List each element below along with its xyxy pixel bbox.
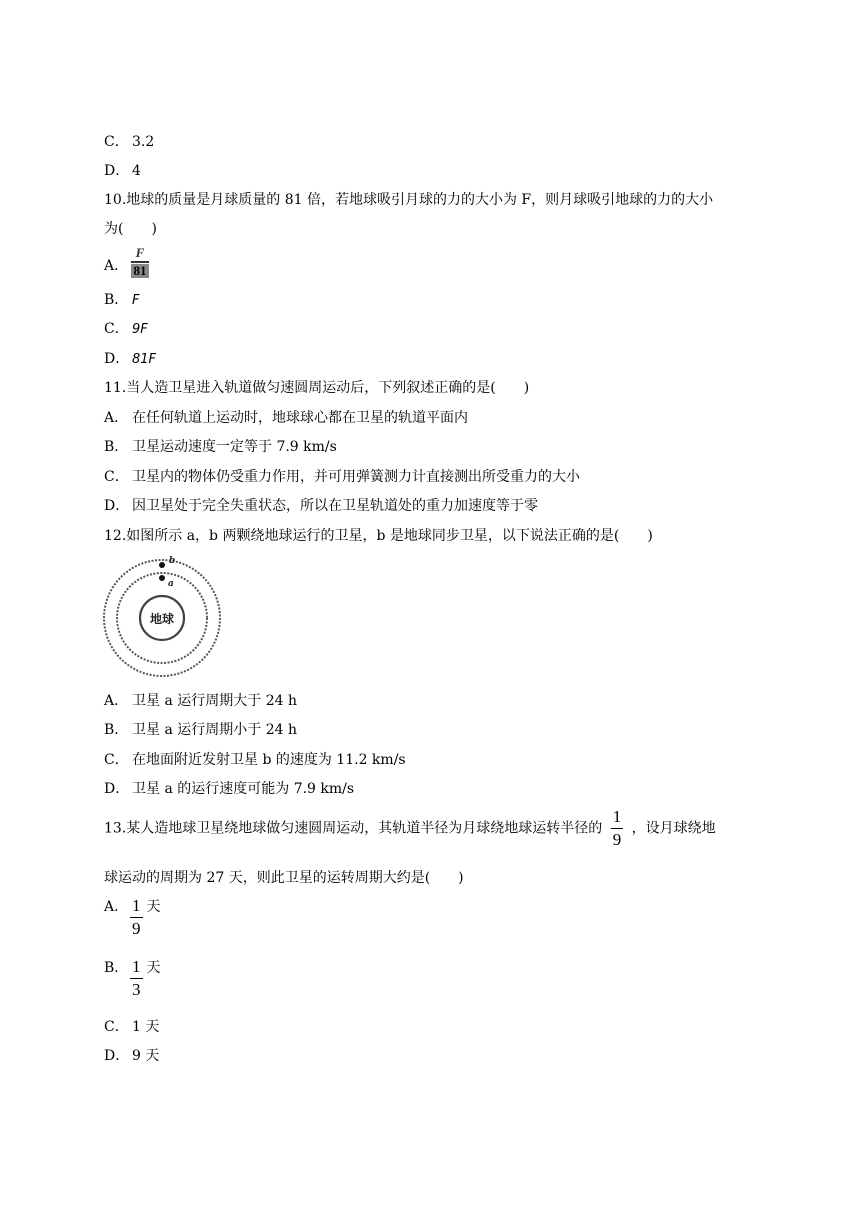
fraction-denominator: 9 xyxy=(132,919,141,938)
option-label: C． xyxy=(104,752,129,768)
fraction-denominator: 3 xyxy=(132,980,141,999)
option-text: 1 天 xyxy=(132,1019,160,1035)
q10-option-c xyxy=(104,319,148,340)
q13-option-d xyxy=(104,1046,159,1066)
satellite-b-dot xyxy=(159,562,165,568)
q11-stem: 11.当人造卫星进入轨道做匀速圆周运动后，下列叙述正确的是( ) xyxy=(104,380,530,396)
option-fraction xyxy=(130,958,143,999)
earth-label: 地球 xyxy=(149,612,175,626)
option-label: D． xyxy=(104,1048,130,1064)
option-label: D． xyxy=(104,498,130,514)
option-text: 在地面附近发射卫星 b 的速度为 11.2 km/s xyxy=(132,752,406,768)
q9-option-d xyxy=(104,161,141,181)
option-text: 81F xyxy=(132,352,157,367)
q10-stem-line2: 为( ) xyxy=(104,221,157,237)
option-unit: 天 xyxy=(146,960,161,976)
option-label: C． xyxy=(104,1019,129,1035)
option-label: D． xyxy=(104,781,130,797)
option-label: A． xyxy=(104,258,129,274)
option-label: A． xyxy=(104,693,129,709)
fraction-bar xyxy=(611,828,624,829)
option-label: C． xyxy=(104,469,129,485)
q13-stem-part2: ，设月球绕地 xyxy=(631,820,716,837)
option-label: B． xyxy=(104,722,129,738)
q10-stem-line1: 10.地球的质量是月球质量的 81 倍，若地球吸引月球的力的大小为 F，则月球吸引地球的力的大小 xyxy=(104,192,714,208)
q12-option-d xyxy=(104,779,354,799)
fraction-numerator: 1 xyxy=(132,896,141,915)
option-text: 9 天 xyxy=(132,1048,160,1064)
option-label: A． xyxy=(104,410,129,426)
q11-option-c xyxy=(104,467,580,487)
option-text: 3.2 xyxy=(132,134,155,150)
option-text: 卫星 a 运行周期大于 24 h xyxy=(132,693,297,709)
option-text: F xyxy=(132,293,140,308)
option-fraction xyxy=(130,897,143,938)
q11-option-b xyxy=(104,437,337,457)
q13-option-c xyxy=(104,1017,159,1037)
option-label: D． xyxy=(104,163,130,179)
option-text: 9F xyxy=(132,322,148,337)
fraction-bar xyxy=(130,978,143,979)
q13-stem-line1 xyxy=(104,808,716,849)
q13-stem-part1: 13.某人造地球卫星绕地球做匀速圆周运动，其轨道半径为月球绕地球运转半径的 xyxy=(104,820,603,837)
option-text: 卫星 a 运行周期小于 24 h xyxy=(132,722,297,738)
q10-option-a xyxy=(104,256,132,276)
option-label: D． xyxy=(104,351,130,367)
option-text: 4 xyxy=(132,163,141,179)
q11-option-d xyxy=(104,496,538,516)
satellite-a-dot xyxy=(159,575,165,581)
option-label: B． xyxy=(104,292,129,308)
q12-option-b xyxy=(104,720,297,740)
option-label: C． xyxy=(104,134,129,150)
fraction-numerator: 1 xyxy=(132,957,141,976)
option-text: 卫星运动速度一定等于 7.9 km/s xyxy=(132,439,337,455)
q11-option-a xyxy=(104,408,468,428)
option-text: 卫星内的物体仍受重力作用，并可用弹簧测力计直接测出所受重力的大小 xyxy=(132,469,580,485)
q9-option-c xyxy=(104,132,154,152)
option-label: C． xyxy=(104,321,129,337)
q13-option-b xyxy=(104,958,161,999)
q12-stem: 12.如图所示 a，b 两颗绕地球运行的卫星，b 是地球同步卫星，以下说法正确的是( ) xyxy=(104,528,653,544)
q10-option-d xyxy=(104,349,156,370)
q13-stem-line2: 球运动的周期为 27 天，则此卫星的运转周期大约是( ) xyxy=(104,870,464,886)
q13-option-a xyxy=(104,897,161,938)
satellite-b-label: b xyxy=(169,556,176,566)
option-text: 卫星 a 的运行速度可能为 7.9 km/s xyxy=(132,781,355,797)
orbit-diagram xyxy=(102,556,222,680)
option-label: A． xyxy=(104,899,129,915)
q12-option-a xyxy=(104,691,297,711)
q12-option-c xyxy=(104,750,406,770)
fraction-numerator: F xyxy=(135,245,145,260)
fraction-denominator: 9 xyxy=(612,830,622,849)
q10-option-b xyxy=(104,290,139,311)
satellite-a-label: a xyxy=(168,579,174,589)
q10-option-a-fraction xyxy=(131,246,149,280)
option-text: 因卫星处于完全失重状态，所以在卫星轨道处的重力加速度等于零 xyxy=(132,498,538,514)
option-unit: 天 xyxy=(146,899,161,915)
fraction-numerator: 1 xyxy=(612,807,622,826)
fraction-bar xyxy=(130,917,143,918)
q13-stem-fraction xyxy=(611,808,624,849)
option-label: B． xyxy=(104,960,129,976)
option-text: 在任何轨道上运动时，地球球心都在卫星的轨道平面内 xyxy=(132,410,468,426)
fraction-denominator: 81 xyxy=(131,264,149,278)
option-label: B． xyxy=(104,439,129,455)
